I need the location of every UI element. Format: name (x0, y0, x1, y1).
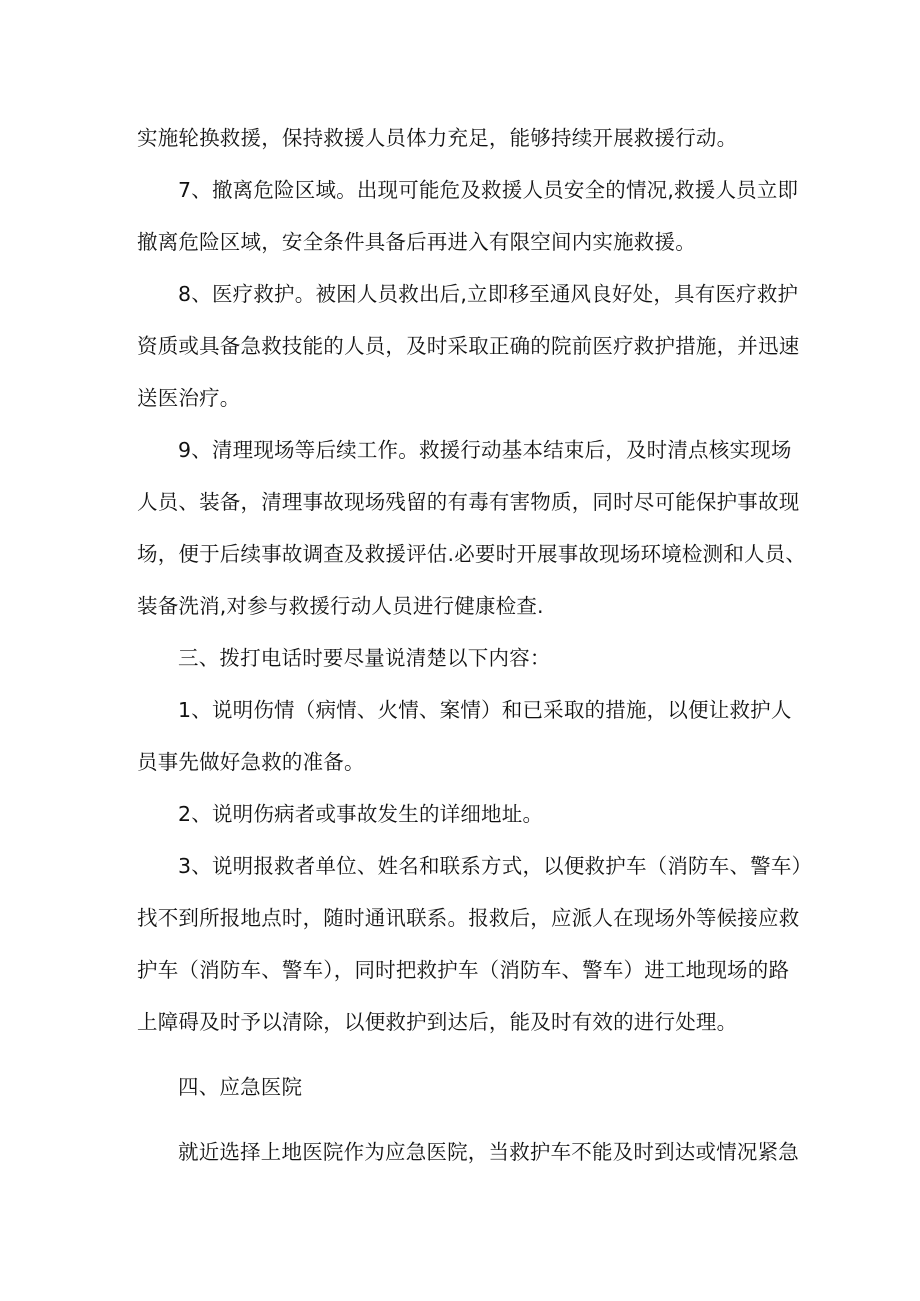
text-line: 撤离危险区域，安全条件具备后再进入有限空间内实施救援。 (137, 230, 696, 254)
text-line: 装备洗消,对参与救援行动人员进行健康检查. (137, 594, 544, 618)
text-line: 1、说明伤情（病情、火情、案情）和已采取的措施，以便让救护人 (178, 698, 792, 722)
text-line: 7、撤离危险区域。出现可能危及救援人员安全的情况,救援人员立即 (178, 178, 799, 202)
text-line: 场，便于后续事故调查及救援评估.必要时开展事故现场环境检测和人员、 (137, 542, 807, 566)
text-line: 实施轮换救援，保持救援人员体力充足，能够持续开展救援行动。 (137, 126, 738, 150)
text-line: 9、清理现场等后续工作。救援行动基本结束后，及时清点核实现场 (178, 438, 792, 462)
text-line: 人员、装备，清理事故现场残留的有毒有害物质，同时尽可能保护事故现 (137, 490, 800, 514)
text-line: 8、医疗救护。被困人员救出后,立即移至通风良好处，具有医疗救护 (178, 282, 799, 306)
section-heading: 四、应急医院 (178, 1075, 303, 1099)
text-line: 资质或具备急救技能的人员，及时采取正确的院前医疗救护措施，并迅速 (137, 334, 800, 358)
text-line: 上障碍及时予以清除，以便救护到达后，能及时有效的进行处理。 (137, 1010, 738, 1034)
text-line: 员事先做好急救的准备。 (137, 750, 365, 774)
text-line: 3、说明报救者单位、姓名和联系方式，以便救护车（消防车、警车） (178, 854, 813, 878)
text-line: 护车（消防车、警车），同时把救护车（消防车、警车）进工地现场的路 (137, 958, 790, 982)
text-line: 送医治疗。 (137, 386, 241, 410)
text-line: 找不到所报地点时，随时通讯联系。报救后，应派人在现场外等候接应救 (137, 906, 800, 930)
text-line: 就近选择上地医院作为应急医院，当救护车不能及时到达或情况紧急 (178, 1140, 799, 1164)
text-line: 2、说明伤病者或事故发生的详细地址。 (178, 802, 544, 826)
section-heading: 三、拨打电话时要尽量说清楚以下内容： (178, 646, 551, 670)
